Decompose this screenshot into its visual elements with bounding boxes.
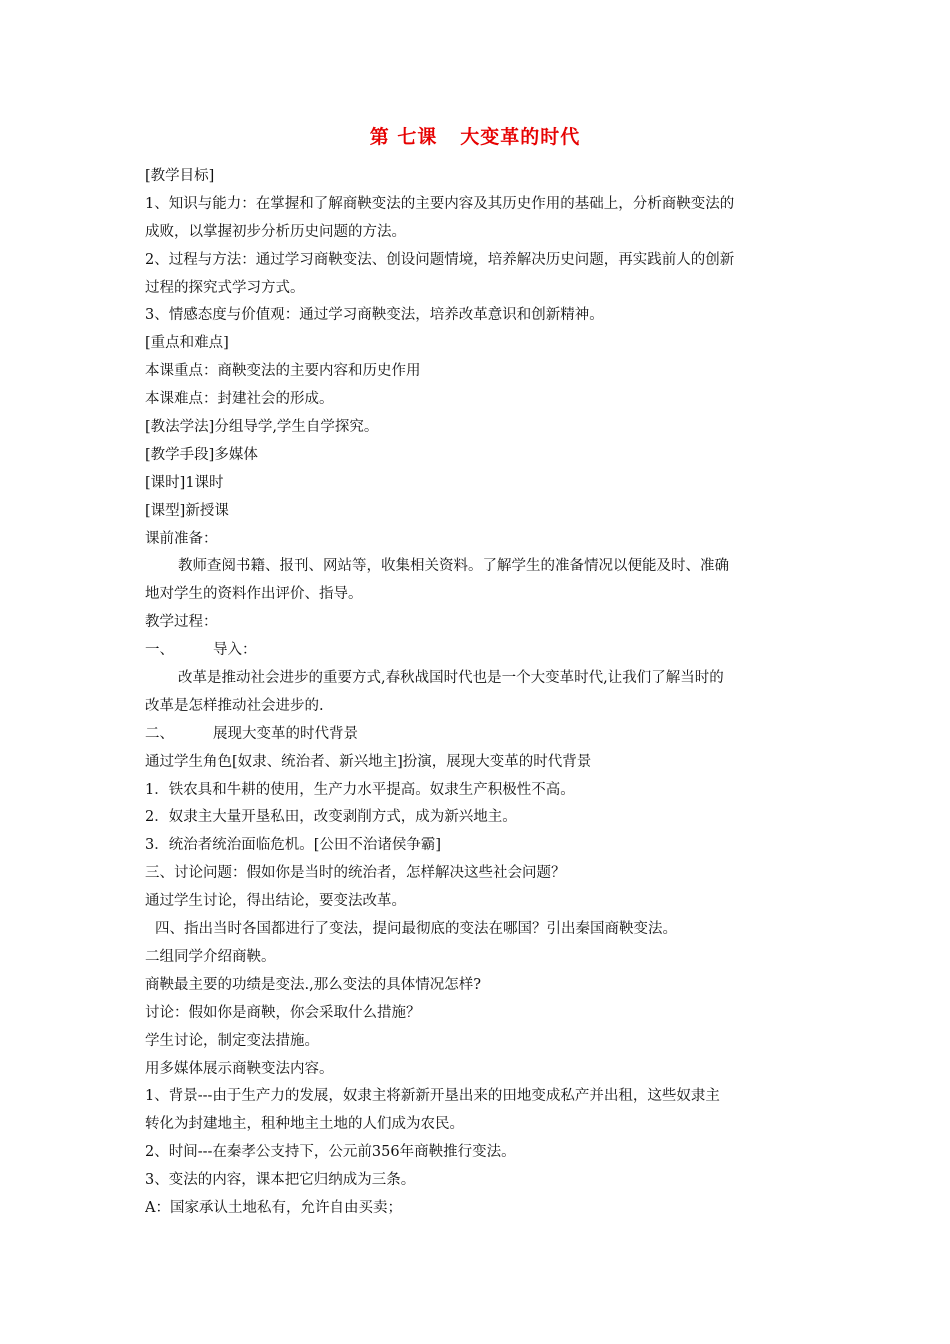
class-type: [课型]新授课 [145,502,229,519]
preparation-line-2: 地对学生的资料作出评价、指导。 [145,586,363,603]
step-2-heading [145,721,825,749]
reform-time: 2、时间---在秦孝公支持下，公元前356年商鞅推行变法。 [145,1144,516,1161]
section-heading-key-points: [重点和难点] [145,335,229,352]
intro-line-1: 改革是推动社会进步的重要方式,春秋战国时代也是一个大变革时代,让我们了解当时的 [178,670,724,687]
preparation-heading: 课前准备： [145,530,218,547]
group-two-intro: 二组同学介绍商鞅。 [145,948,276,965]
reform-content-a: A：国家承认土地私有，允许自由买卖； [145,1199,402,1216]
step-1-number: 一、 [145,642,174,659]
class-hours: [课时]1课时 [145,474,224,491]
objective-1-line-2: 成败，以掌握初步分析历史问题的方法。 [145,223,406,240]
objective-1-line-1: 1、知识与能力：在掌握和了解商鞅变法的主要内容及其历史作用的基础上，分析商鞅变法的 [145,195,735,212]
step-1-label: 导入： [213,642,257,659]
reform-background-line-2: 转化为封建地主，租种地主土地的人们成为农民。 [145,1116,464,1133]
section-heading-objectives: [教学目标] [145,168,215,184]
objective-2-line-1: 2、过程与方法：通过学习商鞅变法、创设问题情境，培养解决历史问题，再实践前人的创新 [145,251,735,268]
process-heading: 教学过程： [145,614,218,631]
reform-content: 3、变法的内容，课本把它归纳成为三条。 [145,1172,416,1189]
background-item-2: 2．奴隶主大量开垦私田，改变剥削方式，成为新兴地主。 [145,809,517,826]
teaching-method: [教法学法]分组导学,学生自学探究。 [145,419,379,436]
difficult-point: 本课难点：封建社会的形成。 [145,391,334,408]
step-2-number: 二、 [145,725,174,742]
role-play-line: 通过学生角色[奴隶、统治者、新兴地主]扮演，展现大变革的时代背景 [145,753,592,770]
objective-2-line-2: 过程的探究式学习方式。 [145,279,305,296]
discussion-conclusion: 通过学生讨论，得出结论，要变法改革。 [145,893,406,910]
intro-line-2: 改革是怎样推动社会进步的. [145,697,324,714]
step-2-label: 展现大变革的时代背景 [213,725,358,742]
document-body [145,163,825,1223]
student-discussion: 学生讨论，制定变法措施。 [145,1032,319,1049]
reform-question: 商鞅最主要的功绩是变法.,那么变法的具体情况怎样? [145,976,481,993]
step-1-heading [145,637,825,665]
objective-3: 3、情感态度与价值观：通过学习商鞅变法，培养改革意识和创新精神。 [145,307,604,324]
multimedia-show: 用多媒体展示商鞅变法内容。 [145,1060,334,1077]
step-4-line: 四、指出当时各国都进行了变法，提问最彻底的变法在哪国？引出秦国商鞅变法。 [155,921,677,938]
key-point: 本课重点：商鞅变法的主要内容和历史作用 [145,363,421,380]
teaching-means: [教学手段]多媒体 [145,446,258,463]
preparation-line-1: 教师查阅书籍、报刊、网站等，收集相关资料。了解学生的准备情况以便能及时、准确 [178,558,729,575]
discussion-prompt: 讨论：假如你是商鞅，你会采取什么措施？ [145,1004,421,1021]
step-3-discussion: 三、讨论问题：假如你是当时的统治者，怎样解决这些社会问题？ [145,865,566,882]
background-item-3: 3．统治者统治面临危机。[公田不治诸侯争霸] [145,837,442,854]
background-item-1: 1．铁农具和牛耕的使用，生产力水平提高。奴隶生产积极性不高。 [145,781,575,798]
lesson-title: 第 七课 大变革的时代 [369,126,581,148]
reform-background-line-1: 1、背景---由于生产力的发展，奴隶主将新新开垦出来的田地变成私产并出租，这些奴隶主 [145,1088,720,1105]
